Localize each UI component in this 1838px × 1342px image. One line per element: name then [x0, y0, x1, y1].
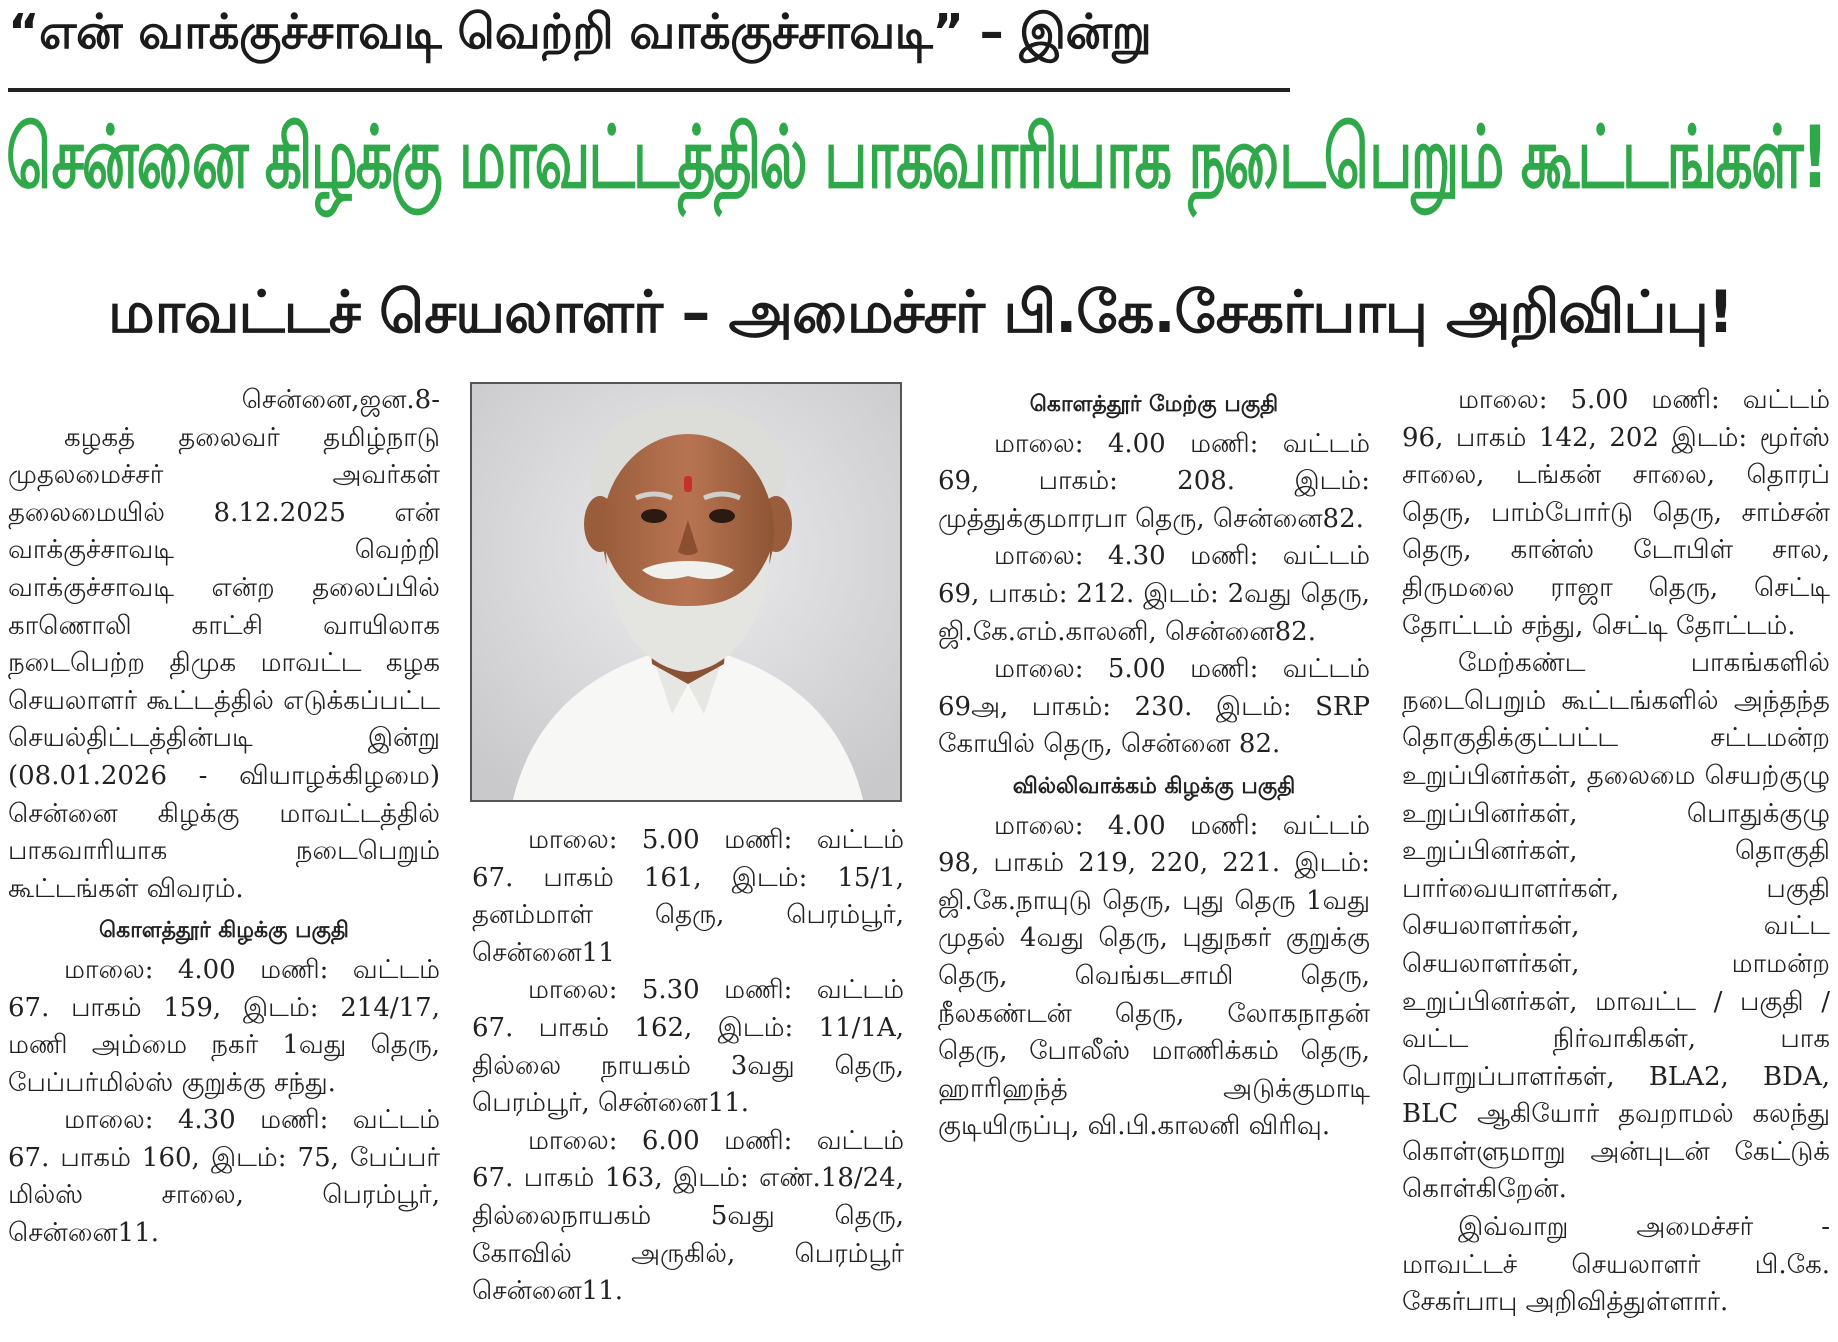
dateline: சென்னை,ஜன.8- [241, 385, 440, 415]
meeting-item: மாலை: 5.30 மணி: வட்டம் 67. பாகம் 162, இடம்: 11/1A, தில்லை நாயகம் 3வது தெரு, பெரம்பூர், சென்னை11. [472, 975, 904, 1119]
meeting-item: மாலை: 4.30 மணி: வட்டம் 67. பாகம் 160, இடம்: 75, பேப்பர் மில்ஸ் சாலை, பெரம்பூர், சென்னை11. [8, 1105, 440, 1249]
meeting-item: மாலை: 4.30 மணி: வட்டம் 69, பாகம்: 212. இடம்: 2வது தெரு, ஜி.கே.எம்.காலனி, சென்னை82. [938, 541, 1370, 647]
meeting-item: மாலை: 6.00 மணி: வட்டம் 67. பாகம் 163, இடம்: எண்.18/24, தில்லைநாயகம் 5வது தெரு, கோவில் அருகில், பெரம்பூர் சென்னை11. [472, 1125, 904, 1307]
section-heading-villivakkam-east: வில்லிவாக்கம் கிழக்கு பகுதி [1012, 773, 1296, 799]
intro-paragraph: கழகத் தலைவர் தமிழ்நாடு முதலமைச்சர் அவர்கள் தலைமையில் 8.12.2025 என் வாக்குச்சாவடி வெற்றி வாக்குச்சாவடி என்ற தலைப்பில் காணொலி காட்சி வாயிலாக நடைபெற்ற திமுக மாவட்ட கழக செயலாளர் கூட்டத்தில் எடுக்கப்பட்ட செயல்திட்டத்தின்படி இன்று (08.01.2026 - வியாழக்கிழமை) சென்னை கிழக்கு மாவட்டத்தில் பாகவாரியாக நடைபெறும் கூட்டங்கள் விவரம். [8, 422, 440, 904]
column-4 [1402, 382, 1830, 1322]
meeting-item: மாலை: 4.00 மணி: வட்டம் 67. பாகம் 159, இடம்: 214/17, மணி அம்மை நகர் 1வது தெரு, பேப்பர்மில்ஸ் குறுக்கு சந்து. [8, 954, 440, 1098]
headline: சென்னை கிழக்கு மாவட்டத்தில் பாகவாரியாக நடைபெறும் கூட்டங்கள்! [6, 108, 1827, 208]
column-3 [938, 382, 1370, 1146]
meeting-item: மாலை: 5.00 மணி: வட்டம் 69அ, பாகம்: 230. இடம்: SRP கோயில் தெரு, சென்னை 82. [938, 654, 1370, 760]
section-heading-kolathur-west: கொளத்தூர் மேற்கு பகுதி [1029, 392, 1279, 417]
portrait-photo [470, 382, 902, 802]
subheadline: மாவட்டச் செயலாளர் – அமைச்சர் பி.கே.சேகர்பாபு அறிவிப்பு! [108, 278, 1734, 346]
closing-paragraph: மேற்கண்ட பாகங்களில் நடைபெறும் கூட்டங்களில் அந்தந்த தொகுதிக்குட்பட்ட சட்டமன்ற உறுப்பினர்கள், தலைமை செயற்குழு உறுப்பினர்கள், பொதுக்குழு உறுப்பினர்கள், தொகுதி பார்வையாளர்கள், பகுதி செயலாளர்கள், வட்ட செயலாளர்கள், மாமன்ற உறுப்பினர்கள், மாவட்ட / பகுதி / வட்ட நிர்வாகிகள், பாக பொறுப்பாளர்கள், BLA2, BDA, BLC ஆகியோர் தவறாமல் கலந்து கொள்ளுமாறு அன்புடன் கேட்டுக் கொள்கிறேன். [1402, 648, 1830, 1205]
kicker-title: “என் வாக்குச்சாவடி வெற்றி வாக்குச்சாவடி” – இன்று [8, 4, 1152, 60]
meeting-item: மாலை: 4.00 மணி: வட்டம் 98, பாகம் 219, 220, 221. இடம்: ஜி.கே.நாயுடு தெரு, புது தெரு 1வது முதல் 4வது தெரு, புதுநகர் குறுக்கு தெரு, வெங்கடசாமி தெரு, நீலகண்டன் தெரு, லோகநாதன் தெரு, போலீஸ் மாணிக்கம் தெரு, ஹாரிஹந்த் அடுக்குமாடி குடியிருப்பு, வி.பி.காலனி விரிவு. [938, 810, 1370, 1142]
meeting-item: மாலை: 5.00 மணி: வட்டம் 67. பாகம் 161, இடம்: 15/1, தனம்மாள் தெரு, பெரம்பூர், சென்னை11 [472, 825, 904, 968]
section-heading-kolathur-east: கொளத்தூர் கிழக்கு பகுதி [99, 918, 349, 944]
portrait-photo-icon [472, 384, 902, 802]
kicker-underline [8, 88, 1290, 92]
column-1 [8, 382, 440, 1253]
meeting-item: மாலை: 5.00 மணி: வட்டம் 96, பாகம் 142, 202 இடம்: மூர்ஸ் சாலை, டங்கன் சாலை, தொரப் தெரு, பாம்போர்டு தெரு, சாம்சன் தெரு, கான்ஸ் டோபிள் சால, திருமலை ராஜா தெரு, செட்டி தோட்டம் சந்து, செட்டி தோட்டம். [1402, 385, 1830, 641]
meeting-item: மாலை: 4.00 மணி: வட்டம் 69, பாகம்: 208. இடம்: முத்துக்குமாரபா தெரு, சென்னை82. [938, 428, 1370, 534]
signoff-paragraph: இவ்வாறு அமைச்சர் - மாவட்டச் செயலாளர் பி.கே. சேகர்பாபு அறிவித்துள்ளார். [1402, 1212, 1830, 1318]
column-2 [472, 822, 904, 1311]
